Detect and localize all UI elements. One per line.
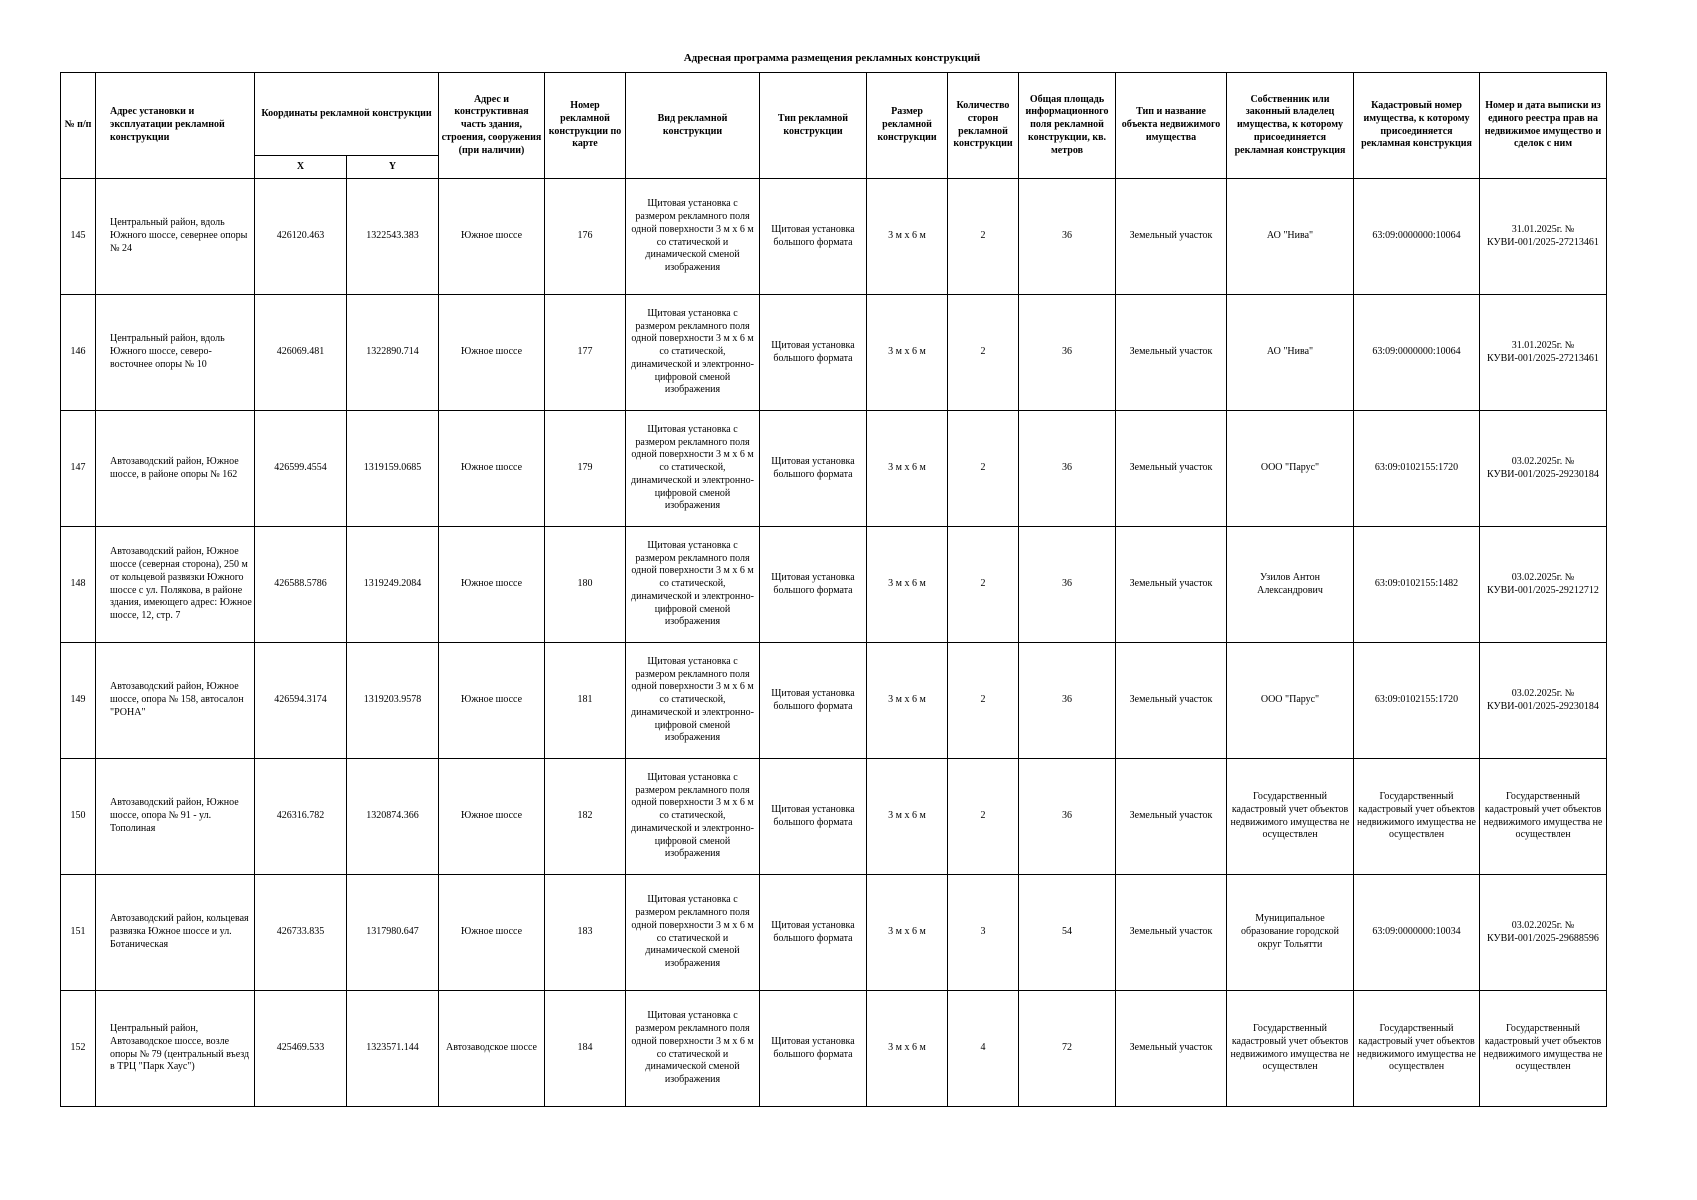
header-estate: Тип и название объекта недвижимого имущества (1116, 73, 1227, 179)
header-num: № п/п (61, 73, 96, 179)
cell-area: 36 (1019, 759, 1116, 875)
cell-estate: Земельный участок (1116, 875, 1227, 991)
cell-address: Центральный район, Автозаводское шоссе, возле опоры № 79 (центральный въезд в ТРЦ "Парк Хаус") (96, 991, 255, 1107)
table-row (61, 875, 1607, 991)
cell-num: 146 (61, 295, 96, 411)
cell-num: 152 (61, 991, 96, 1107)
cell-area: 72 (1019, 991, 1116, 1107)
cell-map-num: 181 (545, 643, 626, 759)
cell-extract: 31.01.2025г. № КУВИ-001/2025-27213461 (1480, 179, 1607, 295)
cell-size: 3 м х 6 м (867, 759, 948, 875)
cell-extract: 03.02.2025г. № КУВИ-001/2025-29212712 (1480, 527, 1607, 643)
cell-size: 3 м х 6 м (867, 991, 948, 1107)
cell-y: 1320874.366 (347, 759, 439, 875)
header-map-num: Номер рекламной конструкции по карте (545, 73, 626, 179)
cell-owner: АО "Нива" (1227, 179, 1354, 295)
cell-y: 1319249.2084 (347, 527, 439, 643)
table-row (61, 527, 1607, 643)
cell-estate: Земельный участок (1116, 991, 1227, 1107)
cell-extract: 31.01.2025г. № КУВИ-001/2025-27213461 (1480, 295, 1607, 411)
header-building: Адрес и конструктивная часть здания, строения, сооружения (при наличии) (439, 73, 545, 179)
cell-size: 3 м х 6 м (867, 179, 948, 295)
cell-building: Южное шоссе (439, 295, 545, 411)
cell-building: Южное шоссе (439, 179, 545, 295)
header-type: Тип рекламной конструкции (760, 73, 867, 179)
cell-type: Щитовая установка большого формата (760, 295, 867, 411)
cell-address: Автозаводский район, кольцевая развязка Южное шоссе и ул. Ботаническая (96, 875, 255, 991)
cell-size: 3 м х 6 м (867, 875, 948, 991)
cell-building: Южное шоссе (439, 643, 545, 759)
cell-estate: Земельный участок (1116, 295, 1227, 411)
cell-extract: 03.02.2025г. № КУВИ-001/2025-29230184 (1480, 411, 1607, 527)
cell-cadastral: 63:09:0102155:1482 (1354, 527, 1480, 643)
cell-num: 151 (61, 875, 96, 991)
cell-kind: Щитовая установка с размером рекламного поля одной поверхности 3 м х 6 м со статической, динамической и электронно-цифровой сменой изображения (626, 411, 760, 527)
header-y: Y (347, 156, 439, 179)
header-address: Адрес установки и эксплуатации рекламной конструкции (96, 73, 255, 179)
cell-map-num: 177 (545, 295, 626, 411)
cell-x: 426733.835 (255, 875, 347, 991)
cell-type: Щитовая установка большого формата (760, 643, 867, 759)
cell-extract: Государственный кадастровый учет объектов недвижимого имущества не осуществлен (1480, 991, 1607, 1107)
cell-estate: Земельный участок (1116, 759, 1227, 875)
header-kind: Вид рекламной конструкции (626, 73, 760, 179)
page-title: Адресная программа размещения рекламных конструкций (683, 52, 981, 64)
cell-map-num: 180 (545, 527, 626, 643)
cell-type: Щитовая установка большого формата (760, 875, 867, 991)
cell-sides: 2 (948, 643, 1019, 759)
table-row (61, 179, 1607, 295)
cell-owner: Государственный кадастровый учет объектов недвижимого имущества не осуществлен (1227, 759, 1354, 875)
cell-y: 1319203.9578 (347, 643, 439, 759)
cell-area: 36 (1019, 643, 1116, 759)
cell-map-num: 184 (545, 991, 626, 1107)
cell-y: 1322890.714 (347, 295, 439, 411)
cell-area: 36 (1019, 527, 1116, 643)
cell-address: Автозаводский район, Южное шоссе, в районе опоры № 162 (96, 411, 255, 527)
cell-x: 426069.481 (255, 295, 347, 411)
cell-extract: 03.02.2025г. № КУВИ-001/2025-29688596 (1480, 875, 1607, 991)
table-row (61, 295, 1607, 411)
cell-num: 149 (61, 643, 96, 759)
cell-kind: Щитовая установка с размером рекламного поля одной поверхности 3 м х 6 м со статической, динамической и электронно-цифровой сменой изображения (626, 643, 760, 759)
cell-building: Южное шоссе (439, 527, 545, 643)
cell-x: 426588.5786 (255, 527, 347, 643)
cell-map-num: 182 (545, 759, 626, 875)
cell-owner: АО "Нива" (1227, 295, 1354, 411)
cell-size: 3 м х 6 м (867, 527, 948, 643)
cell-kind: Щитовая установка с размером рекламного поля одной поверхности 3 м х 6 м со статической и динамической сменой изображения (626, 179, 760, 295)
cell-sides: 3 (948, 875, 1019, 991)
cell-num: 147 (61, 411, 96, 527)
cell-area: 36 (1019, 295, 1116, 411)
header-coords: Координаты рекламной конструкции (255, 73, 439, 156)
cell-sides: 2 (948, 527, 1019, 643)
cell-kind: Щитовая установка с размером рекламного поля одной поверхности 3 м х 6 м со статической и динамической сменой изображения (626, 875, 760, 991)
cell-size: 3 м х 6 м (867, 295, 948, 411)
cell-num: 150 (61, 759, 96, 875)
cell-area: 36 (1019, 179, 1116, 295)
cell-y: 1322543.383 (347, 179, 439, 295)
cell-x: 426599.4554 (255, 411, 347, 527)
cell-address: Автозаводский район, Южное шоссе (северная сторона), 250 м от кольцевой развязки Южного шоссе с ул. Полякова, в районе здания, имеющего адрес: Южное шоссе, 12, стр. 7 (96, 527, 255, 643)
cell-num: 145 (61, 179, 96, 295)
cell-y: 1323571.144 (347, 991, 439, 1107)
cell-type: Щитовая установка большого формата (760, 179, 867, 295)
table-body (61, 179, 1607, 1107)
cell-address: Центральный район, вдоль Южного шоссе, севернее опоры № 24 (96, 179, 255, 295)
cell-cadastral: 63:09:0102155:1720 (1354, 643, 1480, 759)
header-owner: Собственник или законный владелец имущества, к которому присоединяется рекламная конструкция (1227, 73, 1354, 179)
cell-building: Южное шоссе (439, 875, 545, 991)
cell-owner: ООО "Парус" (1227, 411, 1354, 527)
cell-x: 426120.463 (255, 179, 347, 295)
cell-owner: Государственный кадастровый учет объектов недвижимого имущества не осуществлен (1227, 991, 1354, 1107)
header-x: X (255, 156, 347, 179)
cell-building: Автозаводское шоссе (439, 991, 545, 1107)
advertising-structures-table (60, 72, 1607, 1107)
cell-building: Южное шоссе (439, 759, 545, 875)
header-area: Общая площадь информационного поля рекламной конструкции, кв. метров (1019, 73, 1116, 179)
cell-address: Автозаводский район, Южное шоссе, опора № 91 - ул. Тополиная (96, 759, 255, 875)
cell-owner: ООО "Парус" (1227, 643, 1354, 759)
cell-map-num: 179 (545, 411, 626, 527)
cell-x: 425469.533 (255, 991, 347, 1107)
cell-type: Щитовая установка большого формата (760, 527, 867, 643)
cell-x: 426316.782 (255, 759, 347, 875)
cell-cadastral: 63:09:0000000:10064 (1354, 179, 1480, 295)
cell-estate: Земельный участок (1116, 643, 1227, 759)
cell-x: 426594.3174 (255, 643, 347, 759)
cell-cadastral: 63:09:0000000:10064 (1354, 295, 1480, 411)
cell-estate: Земельный участок (1116, 179, 1227, 295)
cell-size: 3 м х 6 м (867, 643, 948, 759)
cell-type: Щитовая установка большого формата (760, 759, 867, 875)
cell-kind: Щитовая установка с размером рекламного поля одной поверхности 3 м х 6 м со статической, динамической и электронно-цифровой сменой изображения (626, 759, 760, 875)
cell-area: 54 (1019, 875, 1116, 991)
cell-owner: Узилов Антон Александрович (1227, 527, 1354, 643)
cell-type: Щитовая установка большого формата (760, 991, 867, 1107)
cell-estate: Земельный участок (1116, 411, 1227, 527)
header-extract: Номер и дата выписки из единого реестра прав на недвижимое имущество и сделок с ним (1480, 73, 1607, 179)
header-sides: Количество сторон рекламной конструкции (948, 73, 1019, 179)
cell-map-num: 176 (545, 179, 626, 295)
cell-extract: Государственный кадастровый учет объектов недвижимого имущества не осуществлен (1480, 759, 1607, 875)
cell-y: 1317980.647 (347, 875, 439, 991)
cell-extract: 03.02.2025г. № КУВИ-001/2025-29230184 (1480, 643, 1607, 759)
header-cadastral: Кадастровый номер имущества, к которому присоединяется рекламная конструкция (1354, 73, 1480, 179)
table-row (61, 411, 1607, 527)
cell-estate: Земельный участок (1116, 527, 1227, 643)
cell-type: Щитовая установка большого формата (760, 411, 867, 527)
cell-building: Южное шоссе (439, 411, 545, 527)
cell-kind: Щитовая установка с размером рекламного поля одной поверхности 3 м х 6 м со статической и динамической сменой изображения (626, 991, 760, 1107)
cell-cadastral: Государственный кадастровый учет объектов недвижимого имущества не осуществлен (1354, 759, 1480, 875)
cell-y: 1319159.0685 (347, 411, 439, 527)
table-row (61, 643, 1607, 759)
cell-sides: 2 (948, 179, 1019, 295)
cell-sides: 2 (948, 295, 1019, 411)
table-row (61, 759, 1607, 875)
cell-size: 3 м х 6 м (867, 411, 948, 527)
cell-kind: Щитовая установка с размером рекламного поля одной поверхности 3 м х 6 м со статической, динамической и электронно-цифровой сменой изображения (626, 295, 760, 411)
cell-address: Автозаводский район, Южное шоссе, опора № 158, автосалон "РОНА" (96, 643, 255, 759)
cell-map-num: 183 (545, 875, 626, 991)
cell-sides: 2 (948, 759, 1019, 875)
cell-num: 148 (61, 527, 96, 643)
cell-sides: 4 (948, 991, 1019, 1107)
cell-cadastral: 63:09:0000000:10034 (1354, 875, 1480, 991)
cell-address: Центральный район, вдоль Южного шоссе, северо-восточнее опоры № 10 (96, 295, 255, 411)
cell-owner: Муниципальное образование городской округ Тольятти (1227, 875, 1354, 991)
cell-area: 36 (1019, 411, 1116, 527)
cell-sides: 2 (948, 411, 1019, 527)
cell-cadastral: 63:09:0102155:1720 (1354, 411, 1480, 527)
table-row (61, 991, 1607, 1107)
header-size: Размер рекламной конструкции (867, 73, 948, 179)
cell-kind: Щитовая установка с размером рекламного поля одной поверхности 3 м х 6 м со статической, динамической и электронно-цифровой сменой изображения (626, 527, 760, 643)
cell-cadastral: Государственный кадастровый учет объектов недвижимого имущества не осуществлен (1354, 991, 1480, 1107)
